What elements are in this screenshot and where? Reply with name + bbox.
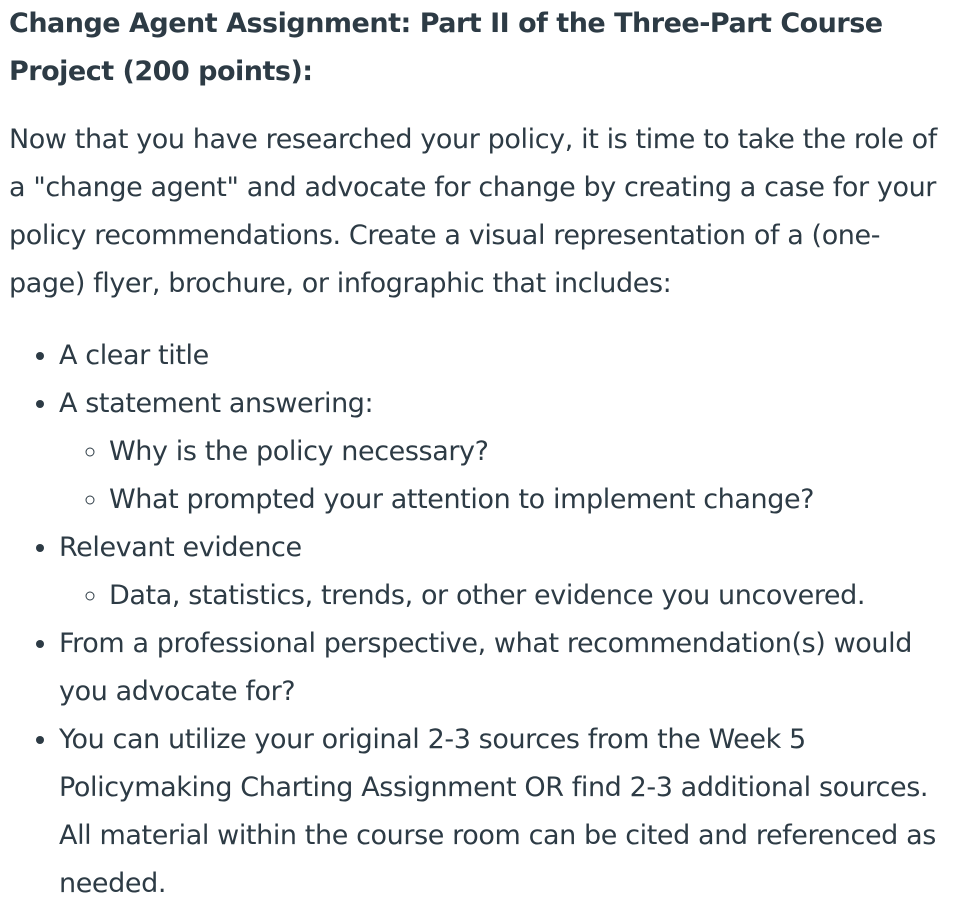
sub-list-item xyxy=(109,476,946,524)
sub-requirement-text: What prompted your attention to implement change? xyxy=(109,484,815,515)
list-item xyxy=(59,332,946,380)
list-item xyxy=(59,620,946,716)
requirement-text: A statement answering: xyxy=(59,388,374,419)
sub-requirements-list xyxy=(59,428,946,524)
sub-requirement-text: Why is the policy necessary? xyxy=(109,436,489,467)
sub-requirements-list xyxy=(59,572,946,620)
sub-list-item xyxy=(109,572,946,620)
requirement-text: From a professional perspective, what recommendation(s) would you advocate for? xyxy=(59,628,912,707)
requirement-text: You can utilize your original 2-3 sources from the Week 5 Policymaking Charting Assignment OR find 2-3 additional sources. All material within the course room can be cited and referenced as needed. xyxy=(59,724,936,899)
sub-list-item xyxy=(109,428,946,476)
list-item xyxy=(59,380,946,524)
assignment-intro: Now that you have researched your policy, it is time to take the role of a "change agent" and advocate for change by creating a case for your policy recommendations. Create a visual representation of a (one-page) flyer, brochure, or infographic that includes: xyxy=(9,124,937,299)
assignment-title: Change Agent Assignment: Part II of the Three-Part Course Project (200 points): xyxy=(9,8,883,87)
sub-requirement-text: Data, statistics, trends, or other evidence you uncovered. xyxy=(109,580,866,611)
requirement-text: A clear title xyxy=(59,340,209,371)
list-item xyxy=(59,524,946,620)
requirement-text: Relevant evidence xyxy=(59,532,302,563)
requirements-list xyxy=(9,332,946,908)
list-item xyxy=(59,716,946,908)
